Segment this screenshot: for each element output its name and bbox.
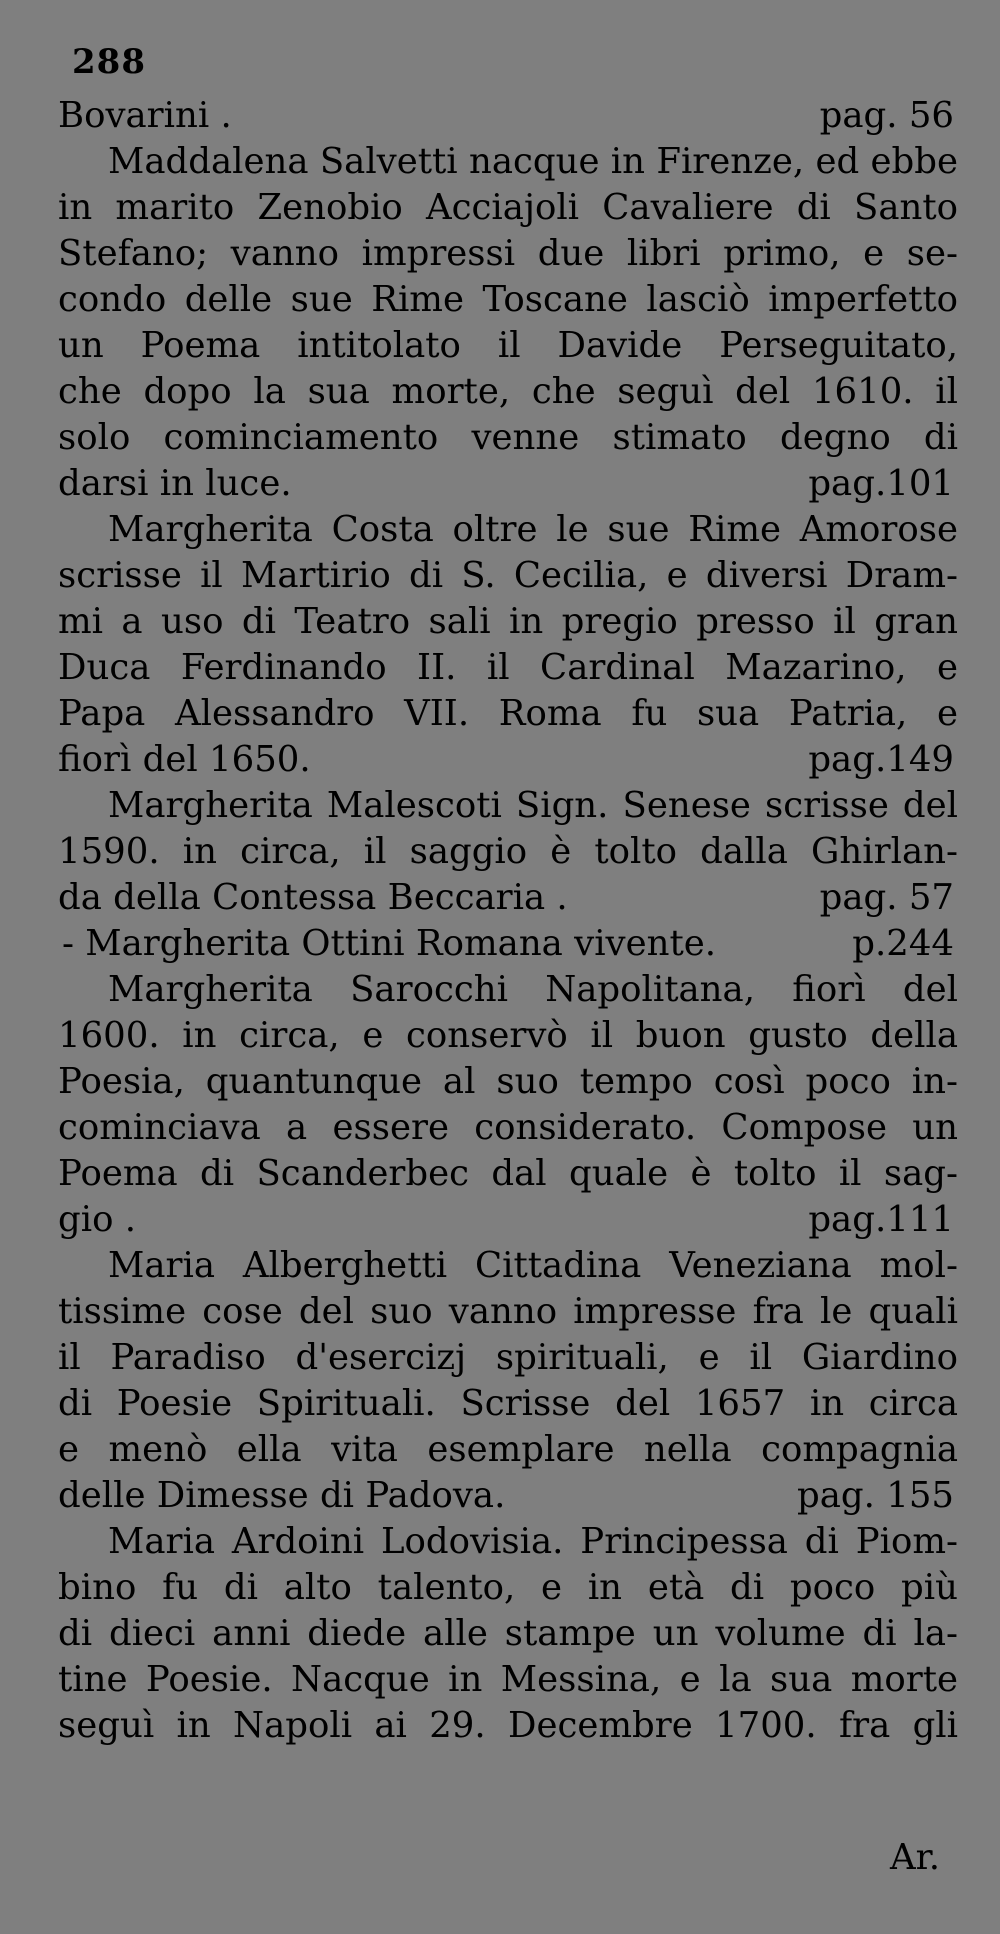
entry-line: che dopo la sua morte, che seguì del 1610. il — [58, 371, 958, 412]
entry-line: delle Dimesse di Padova. — [58, 1475, 506, 1516]
entry-line: Stefano; vanno impressi due libri primo, e se- — [58, 233, 958, 274]
entry-line: Poesia, quantunque al suo tempo così poco in- — [58, 1061, 958, 1102]
catchword: Ar. — [890, 1837, 940, 1878]
entry-line: Margherita Sarocchi Napolitana, fiorì del — [108, 969, 958, 1010]
entry-line: di Poesie Spirituali. Scrisse del 1657 in circa — [58, 1383, 958, 1424]
page-reference: p.244 — [852, 923, 954, 964]
entry-line: Margherita Malescoti Sign. Senese scrisse del — [108, 785, 958, 826]
entry-line: Maria Ardoini Lodovisia. Principessa di Piom- — [108, 1521, 958, 1562]
page-reference: pag.111 — [808, 1199, 954, 1240]
entry-line: seguì in Napoli ai 29. Decembre 1700. fra gli — [58, 1705, 958, 1746]
entry-line: mi a uso di Teatro sali in pregio presso il gran — [58, 601, 958, 642]
page-number: 288 — [72, 42, 146, 82]
entry-line: 1600. in circa, e conservò il buon gusto della — [58, 1015, 958, 1056]
entry-line: Maddalena Salvetti nacque in Firenze, ed ebbe — [108, 141, 958, 182]
entry-line: Bovarini . — [58, 95, 232, 136]
entry-line: cominciava a essere considerato. Compose un — [58, 1107, 958, 1148]
entry-line: gio . — [58, 1199, 137, 1240]
entry-line: condo delle sue Rime Toscane lasciò imperfetto — [58, 279, 958, 320]
page-reference: pag.101 — [808, 463, 954, 504]
entry-line: darsi in luce. — [58, 463, 292, 504]
entry-line: solo cominciamento venne stimato degno di — [58, 417, 958, 458]
page-reference: pag. 155 — [797, 1475, 954, 1516]
entry-line: Duca Ferdinando II. il Cardinal Mazarino, e — [58, 647, 958, 688]
entry-line: da della Contessa Beccaria . — [58, 877, 568, 918]
entry-line: Papa Alessandro VII. Roma fu sua Patria, e — [58, 693, 958, 734]
entry-line: un Poema intitolato il Davide Perseguitato, — [58, 325, 958, 366]
entry-line: tine Poesie. Nacque in Messina, e la sua morte — [58, 1659, 958, 1700]
entry-line: di dieci anni diede alle stampe un volume di la- — [58, 1613, 958, 1654]
page-reference: pag. 56 — [819, 95, 954, 136]
page-reference: pag.149 — [808, 739, 954, 780]
entry-line: Maria Alberghetti Cittadina Veneziana mol- — [108, 1245, 958, 1286]
entry-line: in marito Zenobio Acciajoli Cavaliere di Santo — [58, 187, 958, 228]
entry-line: fiorì del 1650. — [58, 739, 311, 780]
entry-line: Poema di Scanderbec dal quale è tolto il sag- — [58, 1153, 958, 1194]
entry-line: - Margherita Ottini Romana vivente. — [62, 923, 717, 964]
page-reference: pag. 57 — [819, 877, 954, 918]
entry-line: bino fu di alto talento, e in età di poco più — [58, 1567, 958, 1608]
entry-line: 1590. in circa, il saggio è tolto dalla Ghirlan- — [58, 831, 958, 872]
entry-line: scrisse il Martirio di S. Cecilia, e diversi Dram- — [58, 555, 958, 596]
entry-line: il Paradiso d'esercizj spirituali, e il Giardino — [58, 1337, 958, 1378]
entry-line: Margherita Costa oltre le sue Rime Amorose — [108, 509, 958, 550]
entry-line: tissime cose del suo vanno impresse fra le quali — [58, 1291, 958, 1332]
entry-line: e menò ella vita esemplare nella compagnia — [58, 1429, 958, 1470]
